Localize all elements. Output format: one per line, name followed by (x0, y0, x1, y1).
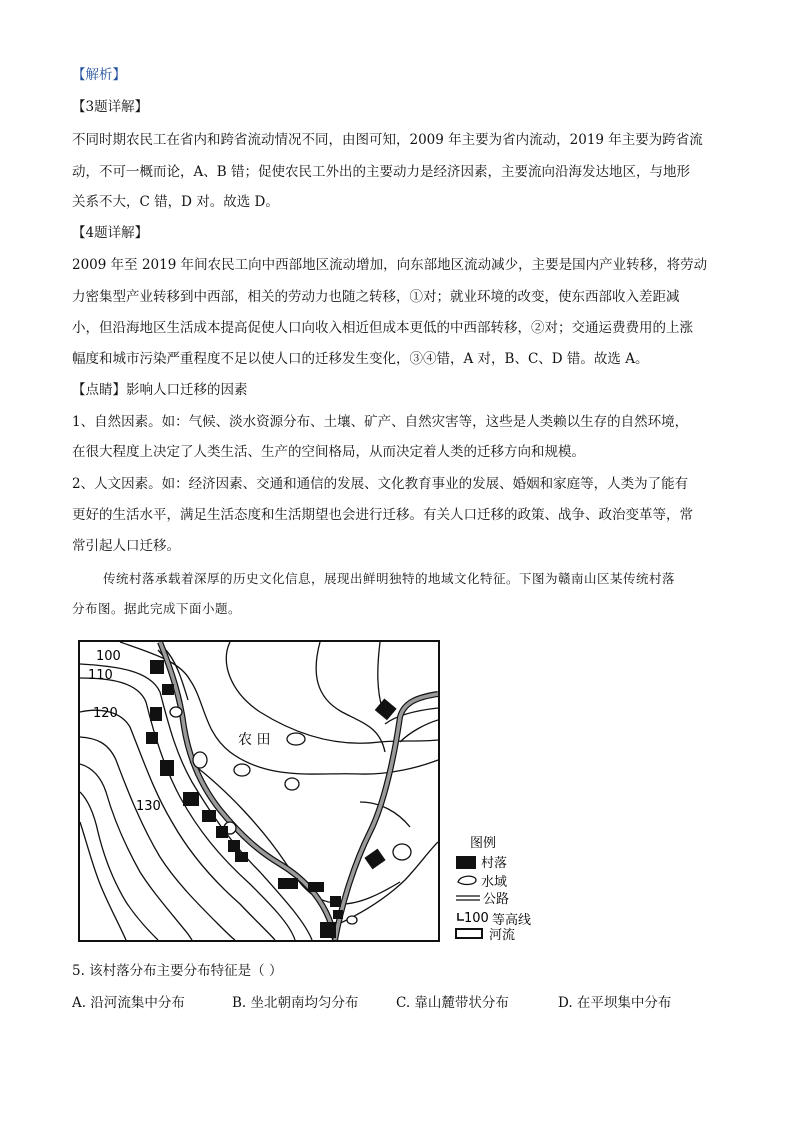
q4-heading: 【4题详解】 (72, 225, 149, 241)
contour-label-110: 110 (88, 668, 113, 683)
legend-river: 河流 (489, 928, 516, 942)
river (160, 642, 438, 940)
village-marker (150, 660, 164, 674)
village-marker (308, 882, 324, 892)
contour-labels (88, 649, 161, 814)
contour-label-130: 130 (136, 799, 161, 814)
village-marker (330, 896, 341, 907)
village-marker (364, 849, 385, 870)
legend-title: 图例 (470, 836, 497, 851)
option-b[interactable]: B. 坐北朝南均匀分布 (232, 995, 359, 1011)
option-c[interactable]: C. 靠山麓带状分布 (396, 995, 509, 1011)
pond (170, 707, 182, 717)
village-marker (162, 684, 174, 695)
tip-line-2: 在很大程度上决定了人类生活、生产的空间格局，从而决定着人类的迁移方向和规模。 (72, 444, 585, 460)
pond (287, 733, 305, 745)
legend-water: 水域 (481, 875, 508, 890)
option-a[interactable]: A. 沿河流集中分布 (72, 995, 185, 1011)
farmland-label: 农 田 (238, 732, 271, 748)
question-5-stem: 5. 该村落分布主要分布特征是（ ） (72, 963, 283, 979)
pond (234, 764, 250, 776)
village-marker (202, 810, 216, 822)
village-marker (320, 922, 336, 938)
village-marker (228, 840, 240, 852)
road-legend-icon (456, 896, 480, 900)
village-marker (216, 826, 228, 838)
analysis-heading: 【解析】 (72, 67, 126, 83)
tip-line-4: 更好的生活水平，满足生活态度和生活期望也会进行迁移。有关人口迁移的政策、战争、政治变革等，常 (72, 507, 693, 523)
village-marker (235, 852, 248, 862)
legend-contour-value: 100 (464, 911, 489, 926)
tip-heading: 【点睛】影响人口迁移的因素 (72, 382, 248, 398)
villages (146, 660, 397, 938)
pond (393, 844, 411, 860)
tip-line-1: 1、自然因素。如：气候、淡水资源分布、土壤、矿产、自然灾害等，这些是人类赖以生存的自然环境， (72, 414, 689, 430)
village-marker (150, 707, 162, 721)
village-marker (160, 760, 174, 776)
q4-line-3: 小，但沿海地区生活成本提高促使人口向收入相近但成本更低的中西部转移，②对；交通运费费用的上涨 (72, 320, 693, 336)
tip-line-3: 2、人文因素。如：经济因素、交通和通信的发展、文化教育事业的发展、婚姻和家庭等，人类为了能有 (72, 476, 689, 492)
pond (347, 916, 357, 924)
pond (285, 778, 299, 790)
tip-line-5: 常引起人口迁移。 (72, 538, 180, 554)
q4-line-2: 力密集型产业转移到中西部，相关的劳动力也随之转移，①对；就业环境的改变，使东西部收入差距减 (72, 289, 680, 305)
q4-line-1: 2009 年至 2019 年间农民工向中西部地区流动增加，向东部地区流动减少，主要是国内产业转移，将劳动 (72, 257, 708, 273)
village-marker (375, 698, 397, 720)
pond (193, 752, 207, 768)
legend-road: 公路 (483, 892, 510, 907)
q3-line-3: 关系不大，C 错，D 对。故选 D。 (72, 194, 279, 210)
contour-label-100: 100 (96, 649, 121, 664)
river-legend-icon (456, 929, 482, 938)
q3-line-2: 动，不可一概而论，A、B 错；促使农民工外出的主要动力是经济因素，主要流向沿海发达地区，与地形 (72, 164, 690, 180)
village-marker (333, 910, 343, 919)
contour-label-120: 120 (93, 706, 118, 721)
q3-line-1: 不同时期农民工在省内和跨省流动情况不同，由图可知，2009 年主要为省内流动，2019 年主要为跨省流 (72, 132, 703, 148)
water-legend-icon (458, 876, 476, 884)
q4-line-4: 幅度和城市污染严重程度不足以使人口的迁移发生变化，③④错，A 对，B、C、D 错。故选 A。 (72, 351, 649, 367)
village-marker (146, 732, 158, 744)
q3-heading: 【3题详解】 (72, 99, 149, 115)
intro-line-2: 分布图。据此完成下面小题。 (72, 601, 242, 616)
village-map (78, 640, 440, 942)
legend-village: 村落 (481, 856, 508, 871)
village-marker (183, 792, 199, 806)
map-legend (452, 836, 548, 942)
option-d[interactable]: D. 在平坝集中分布 (558, 995, 672, 1011)
village-map-svg (80, 642, 438, 940)
legend-contour: 等高线 (492, 913, 532, 928)
village-marker (278, 878, 298, 889)
village-legend-icon (456, 856, 476, 869)
intro-line-1: 传统村落承载着深厚的历史文化信息，展现出鲜明独特的地域文化特征。下图为赣南山区某传统村落 (103, 571, 676, 586)
